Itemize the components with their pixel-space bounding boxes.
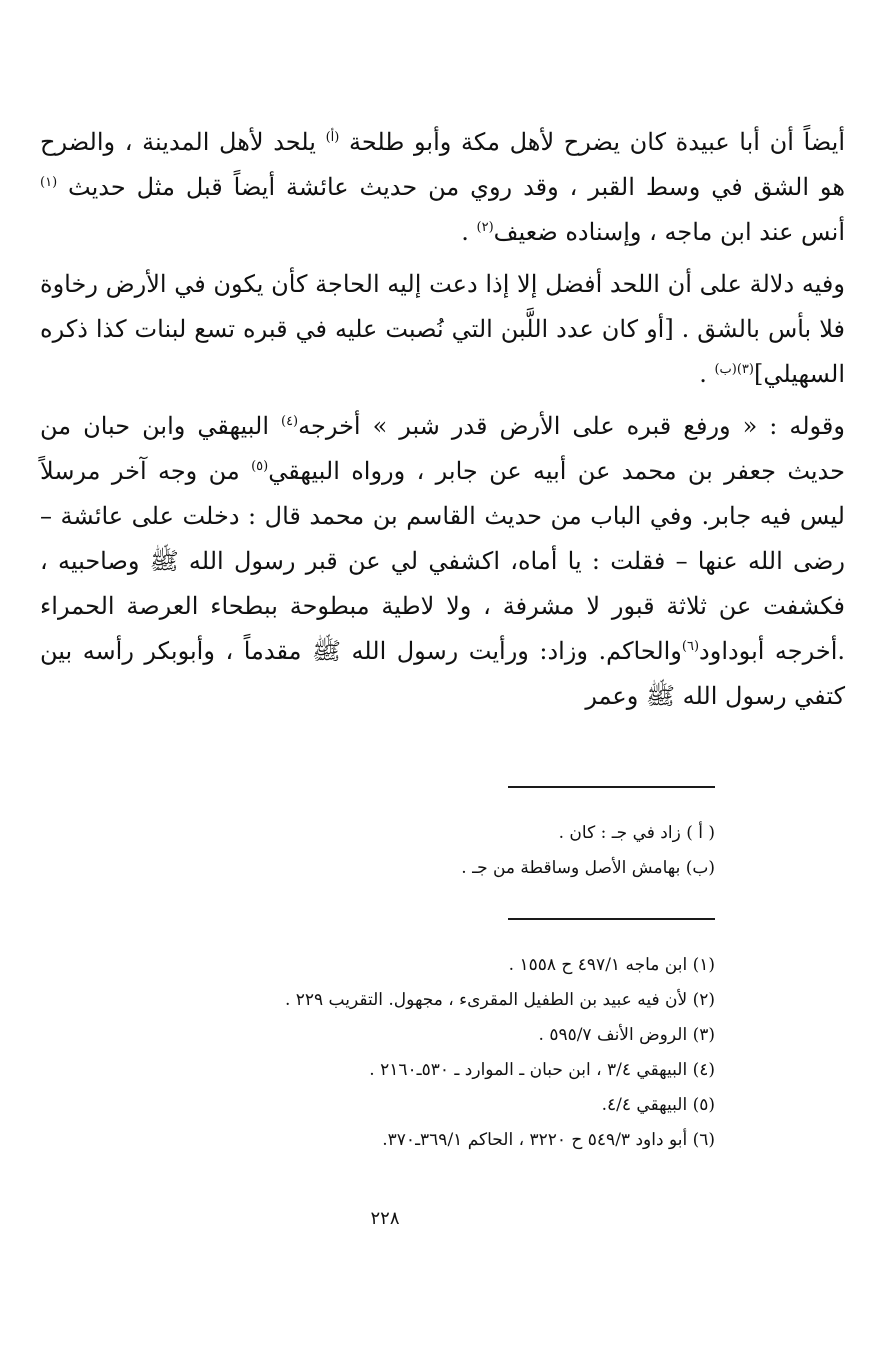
footnote-marker-6: (٦) [681,639,700,654]
footnote-5: (٥) البيهقي ٤/٤. [601,1095,715,1115]
paragraph-1 [40,120,845,255]
footnote-6: (٦) أبو داود ٥٤٩/٣ ح ٣٢٢٠ ، الحاكم ٣٦٩/١ـ٣٧٠. [382,1130,715,1150]
paragraph-2 [40,262,845,397]
variant-note-b: (ب) بهامش الأصل وساقطة من جـ . [461,858,715,878]
paragraph-3-end: والحاكم. وزاد: ورأيت رسول الله ﷺ مقدماً ، وأبوبكر رأسه بين كتفي رسول الله ﷺ وعمر [40,637,845,710]
paragraph-1-end: . [461,218,477,246]
paragraph-3-text-c: من وجه آخر مرسلاً ليس فيه جابر. وفي الباب من حديث القاسم بن محمد قال : دخلت على عائشة – رضى الله عنها – فقلت : يا أماه، اكشفي لي عن قبر رسول الله ﷺ وصاحبيه ، فكشفت عن ثلاثة قبور لا مشرفة ، ولا لاطية مبطوحة ببطحاء العرصة الحمراء .أخرجه أبوداود [40,457,846,665]
paragraph-2-end: . [699,360,715,388]
variant-note-a: ( أ ) زاد في جـ : كان . [558,823,715,843]
footnote-marker-4: (٤) [280,414,299,429]
paragraph-2-text: وفيه دلالة على أن اللحد أفضل إلا إذا دعت إليه الحاجة كأن يكون في الأرض رخاوة فلا بأس بالشق . [أو كان عدد اللَّبن التي نُصبت عليه في قبره تسع لبنات كذا ذكره السهيلي] [40,270,845,388]
footnote-marker-3-b: (٣)(ب) [714,362,754,377]
footnotes-divider [508,918,715,920]
paragraph-3 [40,404,845,719]
footnotes [60,948,715,1158]
footnote-3: (٣) الروض الأنف ٥٩٥/٧ . [538,1025,715,1045]
paragraph-1-text-a: أيضاً أن أبا عبيدة كان يضرح لأهل مكة وأبو طلحة [339,128,845,156]
variant-notes [60,816,715,886]
paragraph-1-text-b: يلحد لأهل المدينة ، والضرح هو الشق في وسط القبر ، وقد روي من حديث عائشة أيضاً قبل مثل حديث [40,128,845,201]
paragraph-3-text-b: البيهقي وابن حبان من حديث جعفر بن محمد عن أبيه عن جابر ، ورواه البيهقي [40,412,845,485]
variant-notes-divider [508,786,715,788]
main-text [40,120,845,726]
paragraph-3-text-a: وقوله : « ورفع قبره على الأرض قدر شبر » أخرجه [298,412,845,440]
footnote-marker-2: (٢) [476,220,494,235]
footnote-marker-5: (٥) [251,459,269,474]
footnote-1: (١) ابن ماجه ٤٩٧/١ ح ١٥٥٨ . [508,955,715,975]
footnote-2: (٢) لأن فيه عبيد بن الطفيل المقرىء ، مجهول. التقريب ٢٢٩ . [284,990,715,1010]
paragraph-1-text-c: أنس عند ابن ماجه ، وإسناده ضعيف [493,218,845,246]
footnote-marker-1: (١) [40,175,58,190]
footnote-4: (٤) البيهقي ٣/٤ ، ابن حبان ـ الموارد ـ ٥٣٠ـ٢١٦٠ . [369,1060,715,1080]
page-number: ٢٢٨ [370,1208,400,1229]
variant-marker-a: (أ) [325,130,340,145]
